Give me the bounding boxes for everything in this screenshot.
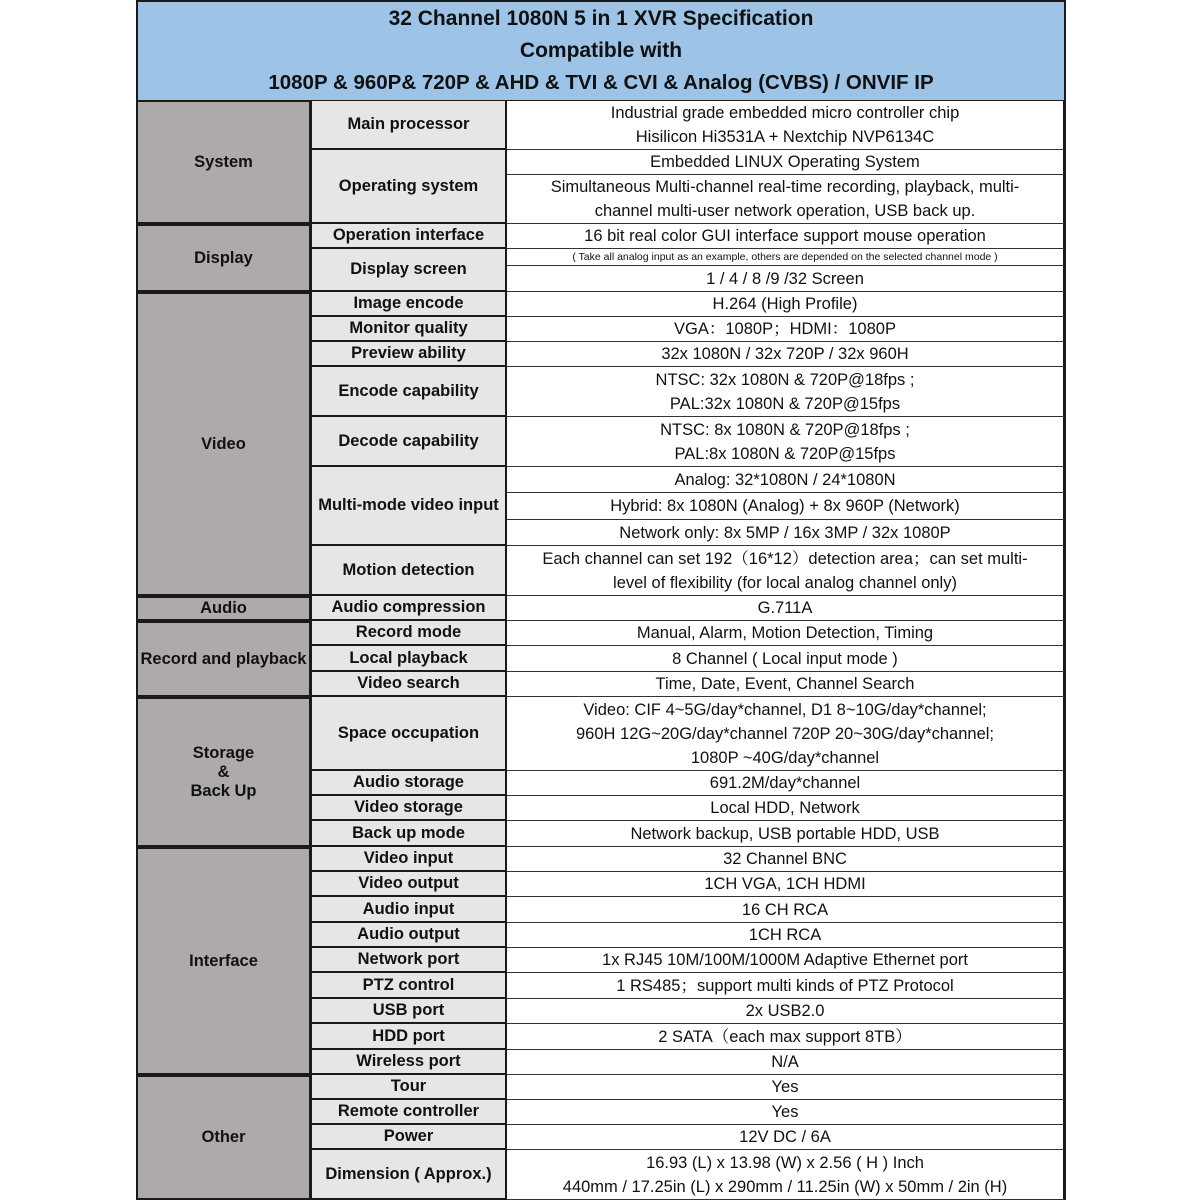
key-network-port: Network port bbox=[312, 948, 507, 973]
value-hdd-port: 2 SATA（each max support 8TB） bbox=[507, 1024, 1066, 1050]
value-operating-system-1: Embedded LINUX Operating System bbox=[507, 150, 1066, 175]
key-tour: Tour bbox=[312, 1075, 507, 1100]
key-ptz-control: PTZ control bbox=[312, 973, 507, 999]
key-operating-system: Operating system bbox=[312, 150, 507, 224]
key-remote-controller: Remote controller bbox=[312, 1100, 507, 1125]
key-video-input: Video input bbox=[312, 847, 507, 872]
value-local-playback: 8 Channel ( Local input mode ) bbox=[507, 646, 1066, 672]
key-encode-capability: Encode capability bbox=[312, 367, 507, 417]
value-preview-ability: 32x 1080N / 32x 720P / 32x 960H bbox=[507, 342, 1066, 367]
key-record-mode: Record mode bbox=[312, 621, 507, 646]
key-audio-compression: Audio compression bbox=[312, 596, 507, 621]
value-dimension: 16.93 (L) x 13.98 (W) x 2.56 ( H ) Inch 440mm / 17.25in (L) x 290mm / 11.25in (W) x 50mm / 2in (H) bbox=[507, 1150, 1066, 1200]
value-record-mode: Manual, Alarm, Motion Detection, Timing bbox=[507, 621, 1066, 646]
value-network-port: 1x RJ45 10M/100M/1000M Adaptive Ethernet port bbox=[507, 948, 1066, 973]
key-power: Power bbox=[312, 1125, 507, 1150]
key-operation-interface: Operation interface bbox=[312, 224, 507, 249]
value-video-storage: Local HDD, Network bbox=[507, 796, 1066, 821]
value-remote-controller: Yes bbox=[507, 1100, 1066, 1125]
value-ptz-control: 1 RS485；support multi kinds of PTZ Protocol bbox=[507, 973, 1066, 999]
key-motion-detection: Motion detection bbox=[312, 546, 507, 596]
value-decode-capability: NTSC: 8x 1080N & 720P@18fps ; PAL:8x 1080N & 720P@15fps bbox=[507, 417, 1066, 467]
value-operation-interface: 16 bit real color GUI interface support mouse operation bbox=[507, 224, 1066, 249]
key-preview-ability: Preview ability bbox=[312, 342, 507, 367]
key-main-processor: Main processor bbox=[312, 101, 507, 150]
value-wireless-port: N/A bbox=[507, 1050, 1066, 1075]
value-audio-storage: 691.2M/day*channel bbox=[507, 771, 1066, 796]
value-tour: Yes bbox=[507, 1075, 1066, 1100]
value-video-search: Time, Date, Event, Channel Search bbox=[507, 672, 1066, 697]
key-video-storage: Video storage bbox=[312, 796, 507, 821]
category-interface: Interface bbox=[136, 847, 312, 1075]
key-local-playback: Local playback bbox=[312, 646, 507, 672]
value-audio-input: 16 CH RCA bbox=[507, 897, 1066, 923]
key-image-encode: Image encode bbox=[312, 292, 507, 317]
category-record-playback: Record and playback bbox=[136, 621, 312, 697]
spec-header bbox=[136, 0, 1066, 103]
key-audio-input: Audio input bbox=[312, 897, 507, 923]
category-other: Other bbox=[136, 1075, 312, 1200]
key-multi-mode-video-input: Multi-mode video input bbox=[312, 467, 507, 546]
value-multi-mode-network: Network only: 8x 5MP / 16x 3MP / 32x 1080P bbox=[507, 520, 1066, 546]
value-video-input: 32 Channel BNC bbox=[507, 847, 1066, 872]
key-usb-port: USB port bbox=[312, 999, 507, 1024]
value-usb-port: 2x USB2.0 bbox=[507, 999, 1066, 1024]
category-system: System bbox=[136, 100, 312, 224]
key-decode-capability: Decode capability bbox=[312, 417, 507, 467]
key-dimension: Dimension ( Approx.) bbox=[312, 1150, 507, 1200]
value-audio-compression: G.711A bbox=[507, 596, 1066, 621]
value-motion-detection: Each channel can set 192（16*12）detection area；can set multi- level of flexibility (for local analog channel only) bbox=[507, 546, 1066, 596]
value-space-occupation: Video: CIF 4~5G/day*channel, D1 8~10G/day*channel; 960H 12G~20G/day*channel 720P 20~30G/day*channel; 1080P ~40G/day*channel bbox=[507, 697, 1066, 771]
value-backup-mode: Network backup, USB portable HDD, USB bbox=[507, 821, 1066, 847]
key-monitor-quality: Monitor quality bbox=[312, 317, 507, 342]
value-main-processor: Industrial grade embedded micro controller chip Hisilicon Hi3531A + Nextchip NVP6134C bbox=[507, 101, 1066, 150]
value-encode-capability: NTSC: 32x 1080N & 720P@18fps ; PAL:32x 1080N & 720P@15fps bbox=[507, 367, 1066, 417]
spec-compatibility: 1080P & 960P& 720P & AHD & TVI & CVI & Analog (CVBS) / ONVIF IP bbox=[268, 71, 934, 94]
spec-title: 32 Channel 1080N 5 in 1 XVR Specification bbox=[388, 7, 814, 30]
category-video: Video bbox=[136, 292, 312, 596]
value-display-screen: 1 / 4 / 8 /9 /32 Screen bbox=[507, 266, 1066, 292]
key-audio-output: Audio output bbox=[312, 923, 507, 948]
key-display-screen: Display screen bbox=[312, 249, 507, 292]
key-video-search: Video search bbox=[312, 672, 507, 697]
value-power: 12V DC / 6A bbox=[507, 1125, 1066, 1150]
category-audio: Audio bbox=[136, 596, 312, 621]
value-video-output: 1CH VGA, 1CH HDMI bbox=[507, 872, 1066, 897]
value-audio-output: 1CH RCA bbox=[507, 923, 1066, 948]
spec-subtitle: Compatible with bbox=[519, 39, 683, 62]
key-backup-mode: Back up mode bbox=[312, 821, 507, 847]
value-monitor-quality: VGA：1080P；HDMI：1080P bbox=[507, 317, 1066, 342]
key-wireless-port: Wireless port bbox=[312, 1050, 507, 1075]
spec-sheet bbox=[136, 0, 1066, 1200]
category-display: Display bbox=[136, 224, 312, 292]
value-multi-mode-hybrid: Hybrid: 8x 1080N (Analog) + 8x 960P (Network) bbox=[507, 493, 1066, 520]
category-storage-backup: Storage & Back Up bbox=[136, 697, 312, 847]
key-hdd-port: HDD port bbox=[312, 1024, 507, 1050]
key-audio-storage: Audio storage bbox=[312, 771, 507, 796]
key-video-output: Video output bbox=[312, 872, 507, 897]
value-operating-system-2: Simultaneous Multi-channel real-time recording, playback, multi- channel multi-user network operation, USB back up. bbox=[507, 175, 1066, 224]
key-space-occupation: Space occupation bbox=[312, 697, 507, 771]
value-display-screen-note: ( Take all analog input as an example, others are depended on the selected channel mode ) bbox=[507, 249, 1066, 266]
value-image-encode: H.264 (High Profile) bbox=[507, 292, 1066, 317]
value-multi-mode-analog: Analog: 32*1080N / 24*1080N bbox=[507, 467, 1066, 493]
